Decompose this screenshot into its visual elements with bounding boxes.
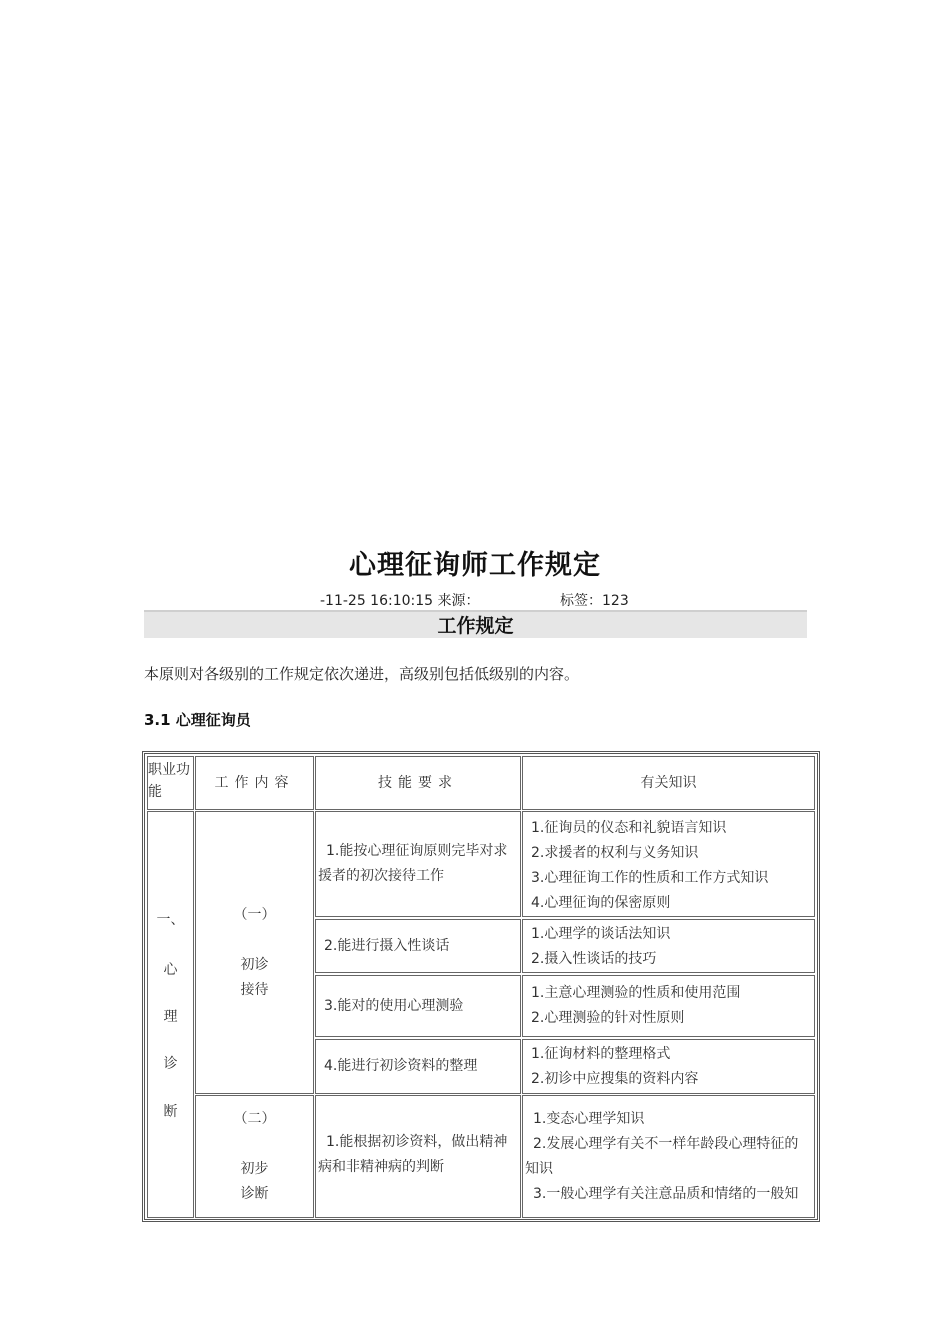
content-number: （二） xyxy=(233,1111,276,1127)
skill-text: 4.能进行初诊资料的整理 xyxy=(324,1058,478,1074)
section-bar: 工作规定 xyxy=(144,610,807,638)
function-char: 断 xyxy=(163,1104,178,1120)
header-skills: 技能要求 xyxy=(315,756,521,810)
knowledge-item: 2.初诊中应搜集的资料内容 xyxy=(531,1071,699,1087)
timestamp-source: -11-25 16:10:15 来源： xyxy=(320,593,480,609)
knowledge-item: 4.心理征询的保密原则 xyxy=(531,895,671,911)
skill-cell xyxy=(315,1095,521,1218)
knowledge-item: 1.征询材料的整理格式 xyxy=(531,1046,671,1062)
knowledge-cell xyxy=(522,1095,815,1218)
document-title: 心理征询师工作规定 xyxy=(349,550,601,581)
function-char: 诊 xyxy=(163,1056,178,1072)
header-function: 职业功能 xyxy=(147,756,194,810)
knowledge-cell xyxy=(522,919,815,973)
knowledge-cell xyxy=(522,1039,815,1094)
knowledge-item: 2.发展心理学有关不一样年龄段心理特征的知识 xyxy=(525,1136,799,1177)
content-cell-1 xyxy=(195,811,314,1094)
knowledge-cell xyxy=(522,975,815,1037)
knowledge-item: 2.摄入性谈话的技巧 xyxy=(531,951,657,967)
header-content: 工作内容 xyxy=(195,756,314,810)
knowledge-item: 1.征询员的仪态和礼貌语言知识 xyxy=(531,820,727,836)
knowledge-item: 2.心理测验的针对性原则 xyxy=(531,1010,685,1026)
header-knowledge: 有关知识 xyxy=(522,756,815,810)
skill-cell xyxy=(315,975,521,1037)
knowledge-item: 3.一般心理学有关注意品质和情绪的一般知 xyxy=(533,1186,799,1202)
content-line: 诊断 xyxy=(240,1186,269,1202)
skill-text: 2.能进行摄入性谈话 xyxy=(324,937,450,954)
function-char: 心 xyxy=(163,962,178,978)
meta-line xyxy=(320,590,629,610)
function-cell xyxy=(147,811,194,1218)
function-char: 理 xyxy=(163,1009,178,1025)
content-line: 初诊 xyxy=(240,957,269,973)
knowledge-item: 1.主意心理测验的性质和使用范围 xyxy=(531,985,741,1001)
content-cell-2 xyxy=(195,1095,314,1218)
subsection-heading: 3.1 心理征询员 xyxy=(144,711,251,729)
skill-cell xyxy=(315,811,521,917)
skill-text: 3.能对的使用心理测验 xyxy=(324,997,464,1014)
standards-table xyxy=(144,753,818,1220)
intro-paragraph: 本原则对各级别的工作规定依次递进，高级别包括低级别的内容。 xyxy=(144,665,580,683)
knowledge-cell xyxy=(522,811,815,917)
content-line: 接待 xyxy=(240,982,269,998)
knowledge-item: 3.心理征询工作的性质和工作方式知识 xyxy=(531,870,769,886)
skill-text: 1.能按心理征询原则完毕对求援者的初次接待工作 xyxy=(318,843,508,884)
knowledge-item: 1.变态心理学知识 xyxy=(533,1111,645,1127)
content-line: 初步 xyxy=(240,1161,269,1177)
content-number: （一） xyxy=(233,907,276,923)
knowledge-item: 1.心理学的谈话法知识 xyxy=(531,926,671,942)
skill-text: 1.能根据初诊资料，做出精神病和非精神病的判断 xyxy=(318,1134,508,1175)
function-char: 一、 xyxy=(156,912,185,928)
skill-cell xyxy=(315,1039,521,1094)
knowledge-item: 2.求援者的权利与义务知识 xyxy=(531,845,699,861)
skill-cell xyxy=(315,919,521,973)
tags-label: 标签：123 xyxy=(560,593,629,609)
